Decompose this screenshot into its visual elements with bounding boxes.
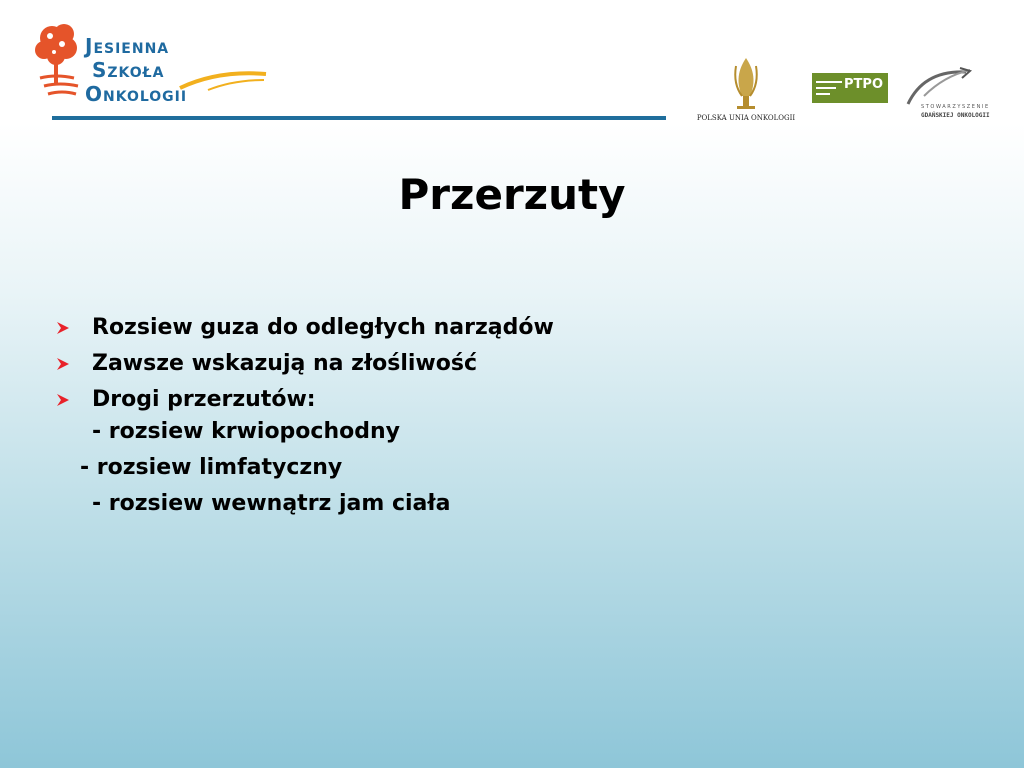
arc-icon <box>904 66 1000 106</box>
swoosh-icon <box>178 66 268 96</box>
bullet-text: Drogi przerzutów: <box>92 387 316 412</box>
arrow-bullet-icon <box>56 357 70 371</box>
sub-item: - rozsiew wewnątrz jam ciała <box>92 491 451 516</box>
jso-line-1: Jesienna <box>85 34 170 58</box>
ptpo-stripe <box>816 81 842 83</box>
polska-unia-onkologii-logo <box>690 56 802 126</box>
jso-line-3: Onkologii <box>85 82 188 106</box>
bullet-text: Zawsze wskazują na złośliwość <box>92 351 478 376</box>
bullet-item <box>52 312 952 344</box>
header-divider <box>52 116 666 120</box>
ptpo-text: PTPO <box>844 77 883 92</box>
ptpo-logo <box>812 73 888 103</box>
ptpo-stripe <box>816 87 836 89</box>
tree-logo-icon <box>30 18 90 108</box>
slide-content <box>52 312 952 520</box>
stowarzyszenie-gdanskiej-onkologii-logo <box>904 66 1000 126</box>
sgo-caption-top: STOWARZYSZENIE <box>921 104 990 110</box>
bullet-item <box>52 384 952 416</box>
arrow-bullet-icon <box>56 393 70 407</box>
sgo-caption-bottom: GDAŃSKIEJ ONKOLOGII <box>921 112 990 119</box>
jesienna-szkola-onkologii-logo <box>30 18 270 108</box>
jso-line-2: Szkoła <box>92 58 165 82</box>
bullet-item <box>52 348 952 380</box>
flame-icon <box>728 56 764 112</box>
slide-title: Przerzuty <box>398 170 626 219</box>
bullet-text: Rozsiew guza do odległych narządów <box>92 315 554 340</box>
sub-item: - rozsiew limfatyczny <box>80 455 343 480</box>
ptpo-stripe <box>816 93 830 95</box>
jso-wordmark <box>85 34 187 106</box>
sub-item: - rozsiew krwiopochodny <box>92 419 400 444</box>
arrow-bullet-icon <box>56 321 70 335</box>
puo-caption: POLSKA UNIA ONKOLOGII <box>696 114 796 122</box>
